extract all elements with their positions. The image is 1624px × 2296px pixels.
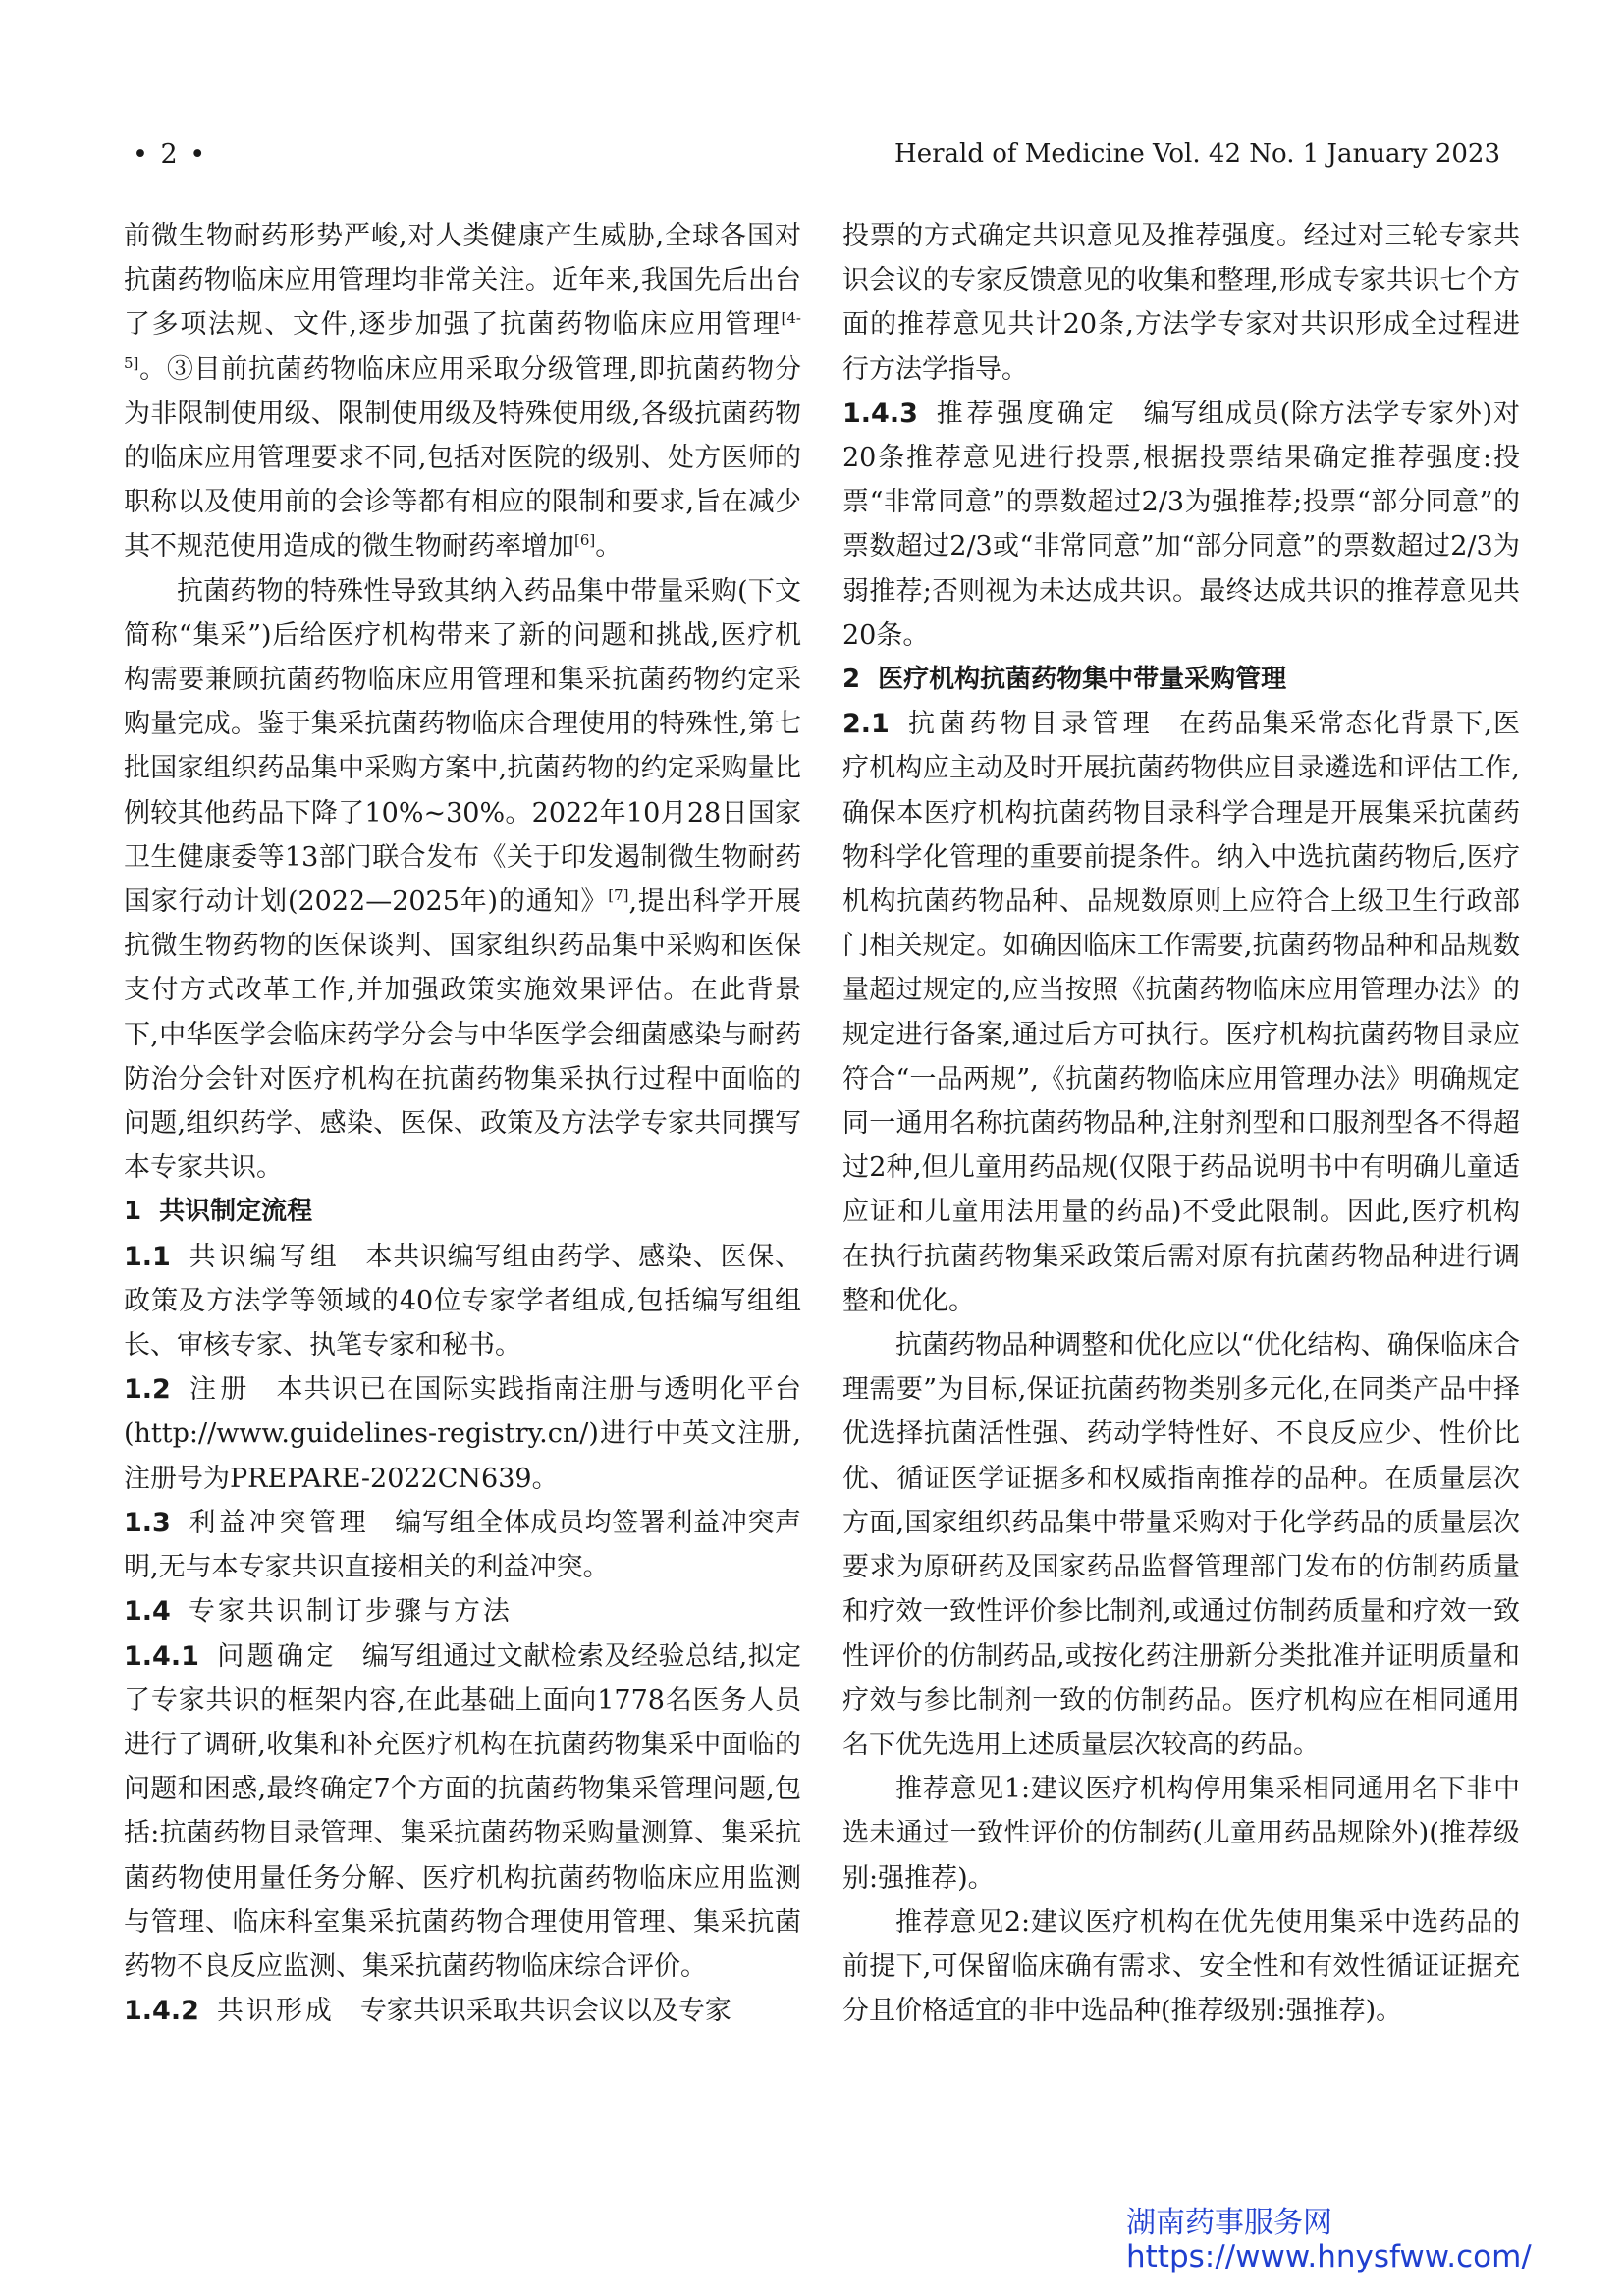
subsection-title: 共识形成 [216,1996,335,2026]
citation: [7] [608,886,629,905]
subsection: 1.4 专家共识制订步骤与方法 [124,1596,513,1628]
section-heading: 1 共识制定流程 [124,1197,313,1227]
right-column [842,214,1520,2033]
recommendation: 推荐意见1:建议医疗机构停用集采相同通用名下非中选未通过一致性评价的仿制药(儿童用药品规除外)(推荐级别:强推荐)。 [842,1774,1520,1894]
page-number: • 2 • [133,139,208,170]
subsection: 1.4.3 推荐强度确定 编写组成员(除方法学专家外)对20条推荐意见进行投票,根据投票结果确定推荐强度:投票“非常同意”的票数超过2/3为强推荐;投票“部分同意”的票数超过2/3或“非常同意”加“部分同意”的票数超过2/3为弱推荐;否则视为未达成共识。最终达成共识的推荐意见共20条。 [842,398,1520,651]
journal-header: Herald of Medicine Vol. 42 No. 1 January 2023 [894,139,1500,169]
subsection-title: 抗菌药物目录管理 [906,709,1154,739]
watermark-url: https://www.hnysfww.com/ [1126,2239,1532,2274]
citation: [4-5] [124,309,801,372]
watermark-site-name: 湖南药事服务网 [1126,2206,1332,2240]
subsection: 1.4.2 共识形成 专家共识采取共识会议以及专家 [124,1996,731,2027]
subsection-title: 注册 [188,1374,251,1405]
subsection: 1.2 注册 本共识已在国际实践指南注册与透明化平台(http://www.guidelines-registry.cn/)进行中英文注册,注册号为PREPARE-2022CN639。 [124,1374,801,1494]
paragraph: 投票的方式确定共识意见及推荐强度。经过对三轮专家共识会议的专家反馈意见的收集和整理,形成专家共识七个方面的推荐意见共计20条,方法学专家对共识形成全过程进行方法学指导。 [842,221,1520,385]
paragraph: 抗菌药物品种调整和优化应以“优化结构、确保临床合理需要”为目标,保证抗菌药物类别多元化,在同类产品中择优选择抗菌活性强、药动学特性好、不良反应少、性价比优、循证医学证据多和权威指南推荐的品种。在质量层次方面,国家组织药品集中带量采购对于化学药品的质量层次要求为原研药及国家药品监督管理部门发布的仿制药质量和疗效一致性评价参比制剂,或通过仿制药质量和疗效一致性评价的仿制药品,或按化药注册新分类批准并证明质量和疗效与参比制剂一致的仿制药品。医疗机构应在相同通用名下优先选用上述质量层次较高的药品。 [842,1330,1520,1760]
subsection: 1.3 利益冲突管理 编写组全体成员均签署利益冲突声明,无与本专家共识直接相关的利益冲突。 [124,1507,802,1583]
subsection-title: 推荐强度确定 [935,398,1118,428]
subsection: 1.4.1 问题确定 编写组通过文献检索及经验总结,拟定了专家共识的框架内容,在此基础上面向1778名医务人员进行了调研,收集和补充医疗机构在抗菌药物集采中面临的问题和困惑,最终确定7个方面的抗菌药物集采管理问题,包括:抗菌药物目录管理、集采抗菌药物采购量测算、集采抗菌药物使用量任务分解、医疗机构抗菌药物临床应用监测与管理、临床科室集采抗菌药物合理使用管理、集采抗菌药物不良反应监测、集采抗菌药物临床综合评价。 [124,1640,801,1982]
section-heading: 2 医疗机构抗菌药物集中带量采购管理 [842,665,1287,695]
subsection: 2.1 抗菌药物目录管理 在药品集采常态化背景下,医疗机构应主动及时开展抗菌药物供应目录遴选和评估工作,确保本医疗机构抗菌药物目录科学合理是开展集采抗菌药物科学化管理的重要前提条件。纳入中选抗菌药物后,医疗机构抗菌药物品种、品规数原则上应符合上级卫生行政部门相关规定。如确因临床工作需要,抗菌药物品种和品规数量超过规定的,应当按照《抗菌药物临床应用管理办法》的规定进行备案,通过后方可执行。医疗机构抗菌药物目录应符合“一品两规”,《抗菌药物临床应用管理办法》明确规定同一通用名称抗菌药物品种,注射剂型和口服剂型各不得超过2种,但儿童用药品规(仅限于药品说明书中有明确儿童适应证和儿童用法用量的药品)不受此限制。因此,医疗机构在执行抗菌药物集采政策后需对原有抗菌药物品种进行调整和优化。 [842,709,1521,1316]
subsection-title: 共识编写组 [188,1241,341,1271]
paragraph: 抗菌药物的特殊性导致其纳入药品集中带量采购(下文简称“集采”)后给医疗机构带来了新的问题和挑战,医疗机构需要兼顾抗菌药物临床应用管理和集采抗菌药物约定采购量完成。鉴于集采抗菌药物临床合理使用的特殊性,第七批国家组织药品集中采购方案中,抗菌药物的约定采购量比例较其他药品下降了10%~30%。2022年10月28日国家卫生健康委等13部门联合发布《关于印发遏制微生物耐药国家行动计划(2022—2025年)的通知》[7],提出科学开展抗微生物药物的医保谈判、国家组织药品集中采购和医保支付方式改革工作,并加强政策实施效果评估。在此背景下,中华医学会临床药学分会与中华医学会细菌感染与耐药防治分会针对医疗机构在抗菌药物集采执行过程中面临的问题,组织药学、感染、医保、政策及方法学专家共同撰写本专家共识。 [124,575,801,1184]
subsection-title: 问题确定 [216,1640,337,1671]
subsection-title: 利益冲突管理 [188,1507,370,1537]
recommendation: 推荐意见2:建议医疗机构在优先使用集采中选药品的前提下,可保留临床确有需求、安全性和有效性循证证据充分且价格适宜的非中选品种(推荐级别:强推荐)。 [842,1906,1520,2027]
subsection-title: 专家共识制订步骤与方法 [188,1596,513,1627]
paragraph: 前微生物耐药形势严峻,对人类健康产生威胁,全球各国对抗菌药物临床应用管理均非常关注。近年来,我国先后出台了多项法规、文件,逐步加强了抗菌药物临床应用管理[4-5]。③目前抗菌药物临床应用采取分级管理,即抗菌药物分为非限制使用级、限制使用级及特殊使用级,各级抗菌药物的临床应用管理要求不同,包括对医院的级别、处方医师的职称以及使用前的会诊等都有相应的限制和要求,旨在减少其不规范使用造成的微生物耐药率增加[6]。 [124,221,801,562]
citation: [6] [574,531,596,550]
subsection: 1.1 共识编写组 本共识编写组由药学、感染、医保、政策及方法学等领域的40位专家学者组成,包括编写组组长、审核专家、执笔专家和秘书。 [124,1241,802,1362]
left-column [124,214,801,2033]
